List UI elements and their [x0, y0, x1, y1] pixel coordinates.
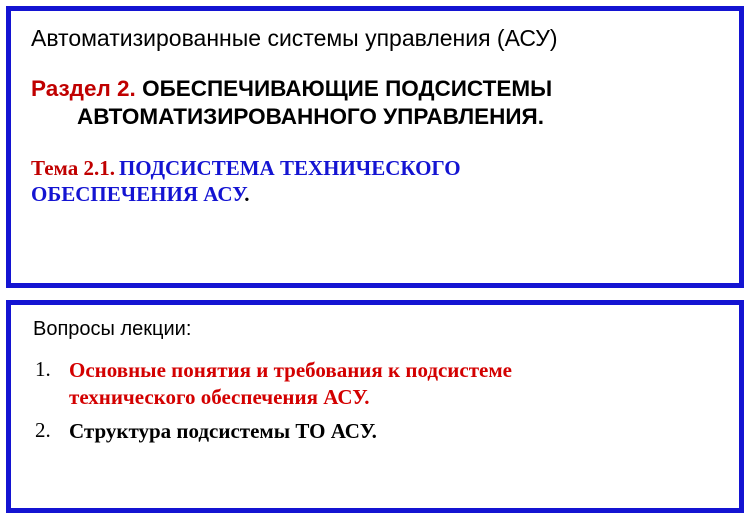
topic-title-line1: ПОДСИСТЕМА ТЕХНИЧЕСКОГО: [118, 156, 461, 181]
list-item-line1: Основные понятия и требования к подсистеме: [69, 358, 512, 382]
list-item-line2: технического обеспечения АСУ.: [69, 385, 370, 410]
topic-period: .: [244, 181, 250, 206]
list-item: [35, 357, 725, 412]
section-label: Раздел 2.: [31, 76, 136, 102]
title-panel: [6, 6, 744, 288]
list-item: [35, 418, 725, 445]
list-item-text: [69, 357, 512, 412]
section-heading: [31, 75, 725, 130]
topic-title-line2: ОБЕСПЕЧЕНИЯ АСУ: [31, 181, 245, 206]
list-item-number: 2.: [35, 417, 51, 442]
list-item-text: [69, 418, 377, 445]
section-title-line2: АВТОМАТИЗИРОВАННОГО УПРАВЛЕНИЯ.: [77, 103, 544, 129]
questions-panel: [6, 300, 744, 513]
topic-heading: [31, 156, 725, 206]
list-item-number: 1.: [35, 357, 51, 381]
questions-list: [35, 357, 725, 445]
questions-header: Вопросы лекции:: [33, 318, 192, 340]
list-item-line1: Структура подсистемы ТО АСУ.: [69, 418, 377, 443]
section-title-line1: ОБЕСПЕЧИВАЮЩИЕ ПОДСИСТЕМЫ: [142, 76, 553, 102]
topic-label: Тема 2.1.: [31, 156, 115, 181]
course-title: Автоматизированные системы управления (АСУ): [31, 25, 558, 51]
